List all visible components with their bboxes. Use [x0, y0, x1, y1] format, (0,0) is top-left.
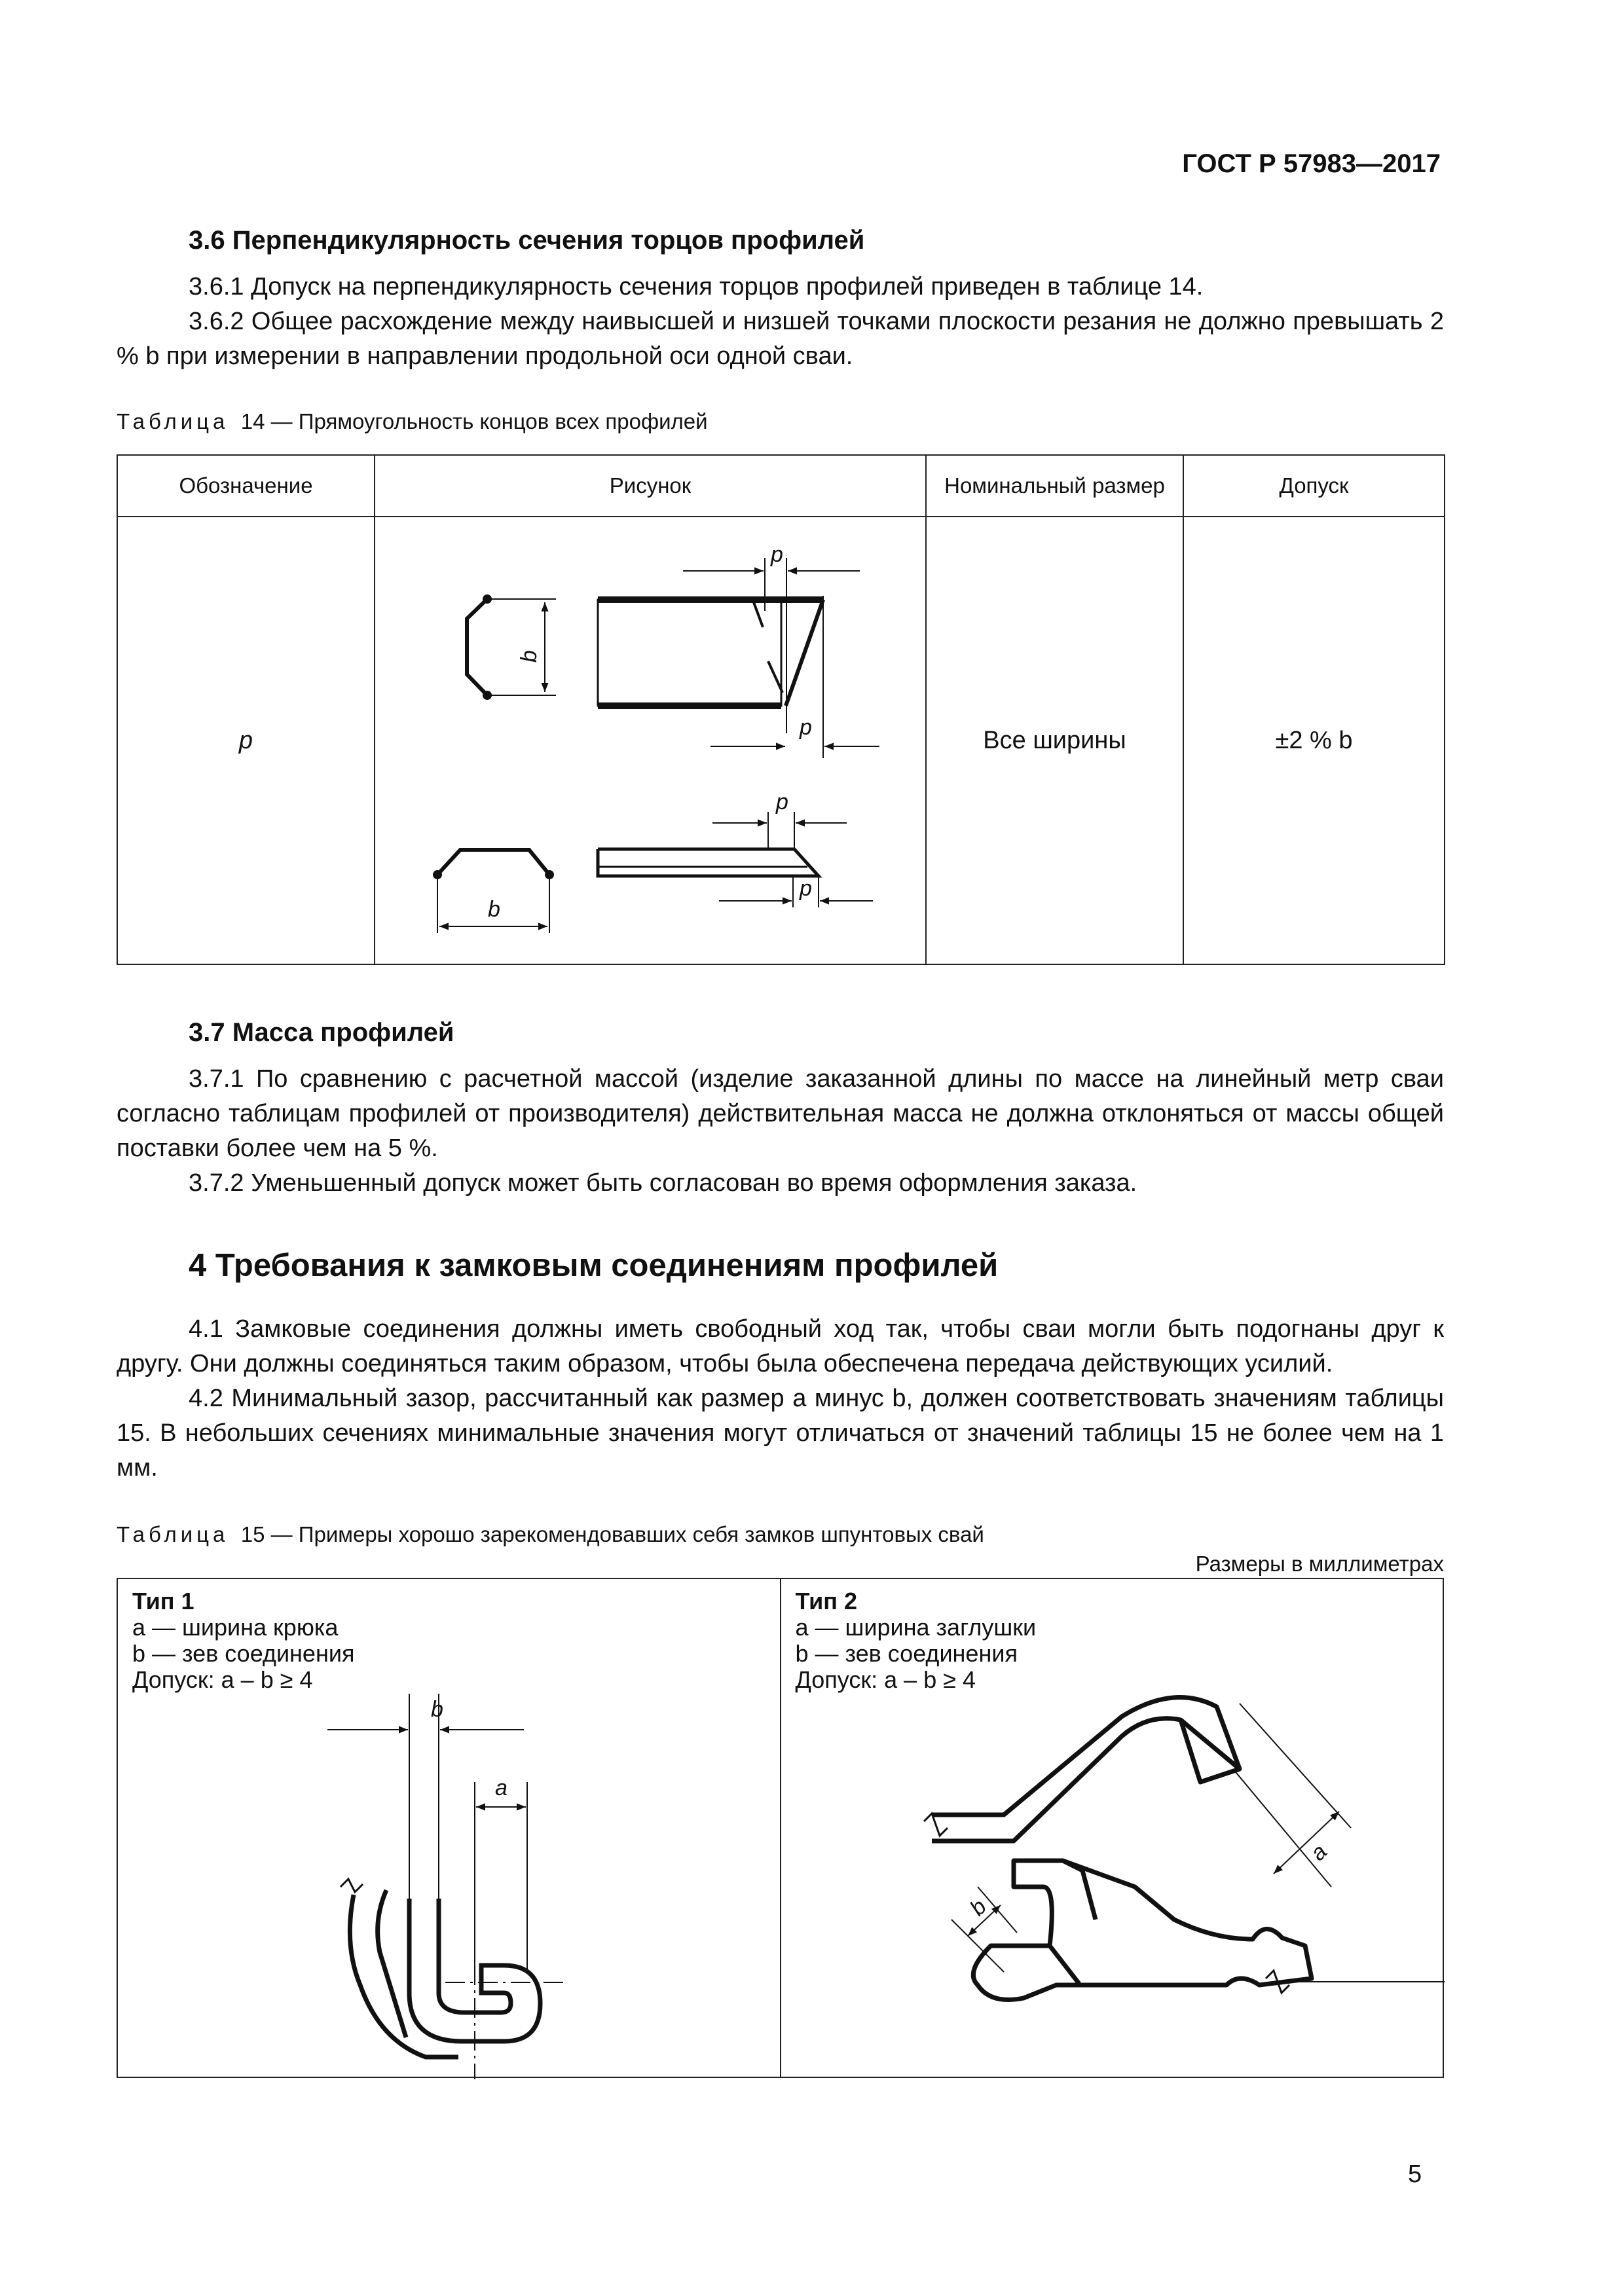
- label-b: b: [965, 1894, 991, 1921]
- table-header-row: [117, 455, 1445, 517]
- cell-tolerance: ±2 % b: [1183, 517, 1445, 964]
- cell-type-2: [781, 1578, 1444, 2077]
- type-1-a: a — ширина крюка: [132, 1614, 339, 1641]
- table-row: [117, 517, 1445, 964]
- paragraph-3-6-1: 3.6.1 Допуск на перпендикулярность сечения торцов профилей приведен в таблице 14.: [189, 273, 1204, 301]
- paragraph-3-6-2: 3.6.2 Общее расхождение между наивысшей и низшей точками плоскости резания не должно превышать 2 % b при измерении в направлении продольной оси одной сваи.: [117, 308, 1444, 370]
- label-p: p: [800, 715, 812, 740]
- header-designation: Обозначение: [117, 455, 375, 517]
- header-tolerance: Допуск: [1183, 455, 1445, 517]
- paragraph-4-1: 4.1 Замковые соединения должны иметь свободный ход так, чтобы сваи могли быть подогнаны друг к другу. Они должны соединяться таким образом, чтобы была обеспечена передача действующих усилий.: [117, 1315, 1444, 1377]
- label-a: a: [495, 1776, 507, 1800]
- label-p: p: [771, 542, 783, 567]
- type-1-tolerance: Допуск: a – b ≥ 4: [132, 1666, 313, 1693]
- table-14: [117, 454, 1445, 965]
- table-15-caption: Таблица 15 — Примеры хорошо зарекомендовавших себя замков шпунтовых свай: [117, 1522, 984, 1546]
- header-figure: Рисунок: [375, 455, 926, 517]
- section-3-7-title: 3.7 Масса профилей: [189, 1018, 454, 1047]
- section-4-title: 4 Требования к замковым соединениям профилей: [189, 1248, 999, 1283]
- section-3-6-title: 3.6 Перпендикулярность сечения торцов профилей: [189, 226, 865, 255]
- label-p: p: [800, 876, 812, 901]
- label-b: b: [517, 650, 542, 663]
- cell-designation: p: [117, 517, 375, 964]
- units-note: Размеры в миллиметрах: [1195, 1552, 1444, 1576]
- label-b: b: [431, 1697, 443, 1722]
- label-a: a: [1305, 1839, 1332, 1866]
- plug-lock-figure: [781, 1579, 1445, 2079]
- page-number: 5: [1408, 2160, 1422, 2188]
- paragraph-4-2: 4.2 Минимальный зазор, рассчитанный как размер a минус b, должен соответствовать значениям таблицы 15. В небольших сечениях минимальные значения могут отличаться от значений таблицы 15 не более чем на 1 мм.: [117, 1385, 1444, 1482]
- hook-lock-figure: [118, 1579, 781, 2079]
- document-code: ГОСТ Р 57983—2017: [1182, 149, 1441, 178]
- cell-figure: [375, 517, 926, 964]
- paragraph-3-7-2: 3.7.2 Уменьшенный допуск может быть согласован во время оформления заказа.: [189, 1169, 1137, 1197]
- type-2-title: Тип 2: [795, 1588, 858, 1614]
- type-2-a: a — ширина заглушки: [795, 1614, 1037, 1641]
- cell-type-1: [117, 1578, 781, 2077]
- paragraph-3-7-1: 3.7.1 По сравнению с расчетной массой (изделие заказанной длины по массе на линейный метр сваи согласно таблицам профилей от производителя) действительная масса не должна отклоняться от массы общей поставки более чем на 5 %.: [117, 1065, 1444, 1162]
- type-1-b: b — зев соединения: [132, 1640, 355, 1667]
- table-row: [117, 1578, 1443, 2077]
- type-2-tolerance: Допуск: a – b ≥ 4: [795, 1666, 976, 1693]
- header-nominal-size: Номинальный размер: [926, 455, 1183, 517]
- perpendicularity-figure: [375, 517, 927, 968]
- label-p: p: [776, 790, 788, 814]
- type-1-title: Тип 1: [132, 1588, 194, 1614]
- table-14-caption: Таблица 14 — Прямоугольность концов всех профилей: [117, 409, 708, 433]
- type-2-b: b — зев соединения: [795, 1640, 1018, 1667]
- cell-nominal-size: Все ширины: [926, 517, 1183, 964]
- label-b: b: [488, 897, 500, 922]
- table-15: [117, 1578, 1444, 2078]
